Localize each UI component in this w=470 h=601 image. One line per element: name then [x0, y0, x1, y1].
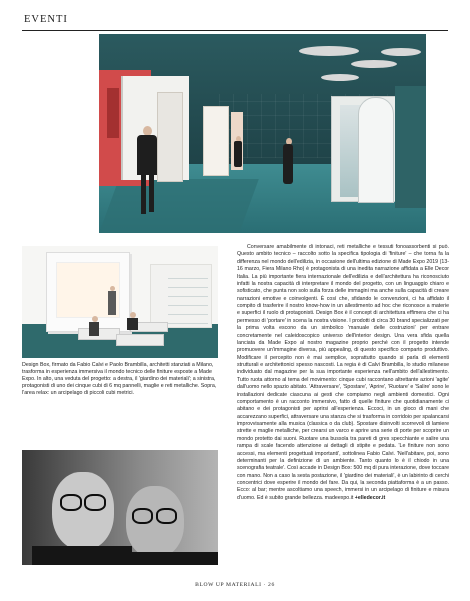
hero-right-structure: [331, 96, 397, 202]
hero-ceiling-cloud: [299, 46, 359, 56]
article-body: [237, 244, 449, 502]
hero-ceiling-cloud: [351, 60, 397, 68]
hero-ceiling-cloud: [381, 48, 421, 56]
photo-bench: [78, 328, 120, 340]
hero-person: [137, 135, 157, 175]
hero-door: [157, 92, 183, 182]
photo-person: [108, 291, 116, 315]
header-rule: [22, 30, 448, 31]
photo-shelf-slots: [168, 272, 208, 324]
photo-person: [127, 318, 138, 330]
design-box-photo: [22, 246, 218, 358]
portrait-glasses: [84, 494, 106, 511]
article-paragraph: [237, 244, 449, 502]
portrait-shirt-left: [32, 546, 132, 565]
portrait-glasses: [156, 508, 177, 524]
section-label: EVENTI: [24, 14, 68, 25]
photo-bench: [116, 334, 164, 346]
hero-person: [283, 144, 293, 184]
hero-person-leg: [141, 174, 146, 214]
hero-image: [99, 34, 426, 233]
portrait-glasses: [132, 508, 153, 524]
hero-red-panel: [107, 88, 119, 138]
article-text: Conversare amabilmente di intonaci, reti metalliche e tessuti fonoassorbenti si può. Questo ambito tecnico – raccolto sotto la specifica tipologia di 'finiture' – che torna fa la differenza nel mondo dell'edilizia, in occasione dell'ultima edizione di Made Expo 2019 (13-16 marzo, Fiera Milano Rho) è protagonista di una inedita narrazione affidata a Elle Decor Italia. La più importante fiera internazionale dell'edilizia e dell'architettura ha riconosciuto infatti la nostra capacità di interpretare il mondo del progetto, con un linguaggio chiaro e sofisticato, che punta non solo sulla forza delle immagini ma anche sulla capacità di creare narrazioni emotive e coinvolgenti. È così che, sfidando le convenzioni, ci ha affidato il compito di trasferire il nostro know-how in un allestimento ad hoc che riconosce a materie e superfici il ruolo di protagonisti. Design Box è il concept di architettura effimera che ci ha permesso di 'portare' in scena la nostra visione. I prodotti di circa 30 brand specializzati per la prima volta escono da un simbolico 'manuale delle costruzioni' per entrare concretamente nel caleidoscopico universo dell'interior design. Una vera sfida quella lanciata da Made Expo al nostro magazine proprio perché con il progetto intende promuovere un'immagine diversa, più appealing, di questo specifico comparto produttivo. Modificare il percepito non è mai semplice, soprattutto quando si parla di elementi strutturali e architettonici spesso nascosti. La regia è di Calvi Brambilla, lo studio milanese individuato dal magazine per la sua importante esperienza nell'ambito dell'allestimento. Tutto ruota attorno al tema del movimento: cinque cubi raccontano altrettante azioni 'agite' dall'uomo nello spazio abitato. 'Attraversare', 'Spostare', 'Aprire', 'Ruotare' e 'Salire' sono le installazioni dedicate ciascuna ai gesti che compiamo negli ambienti domestici. Ogni comportamento è un racconto immersivo, fatto di quelle finiture che quotidianamente ci abitano e dei protagonisti per aprirsi all'esperienza. Eccoci, in un gioco di mani che accarezzano superfici, attraversare una stanza che si trasforma in corridoio per spalancarsi improvvisamente alla musica (classica o da club). Spostare disinvolti scorrevoli di lamiere strette e maglie metalliche, per crearsi un varco e aprire una serie di porte per scoprire un mondo protetto dai suoni. Ruotare una bussola tra pareti di gres specchiante e salire una rampa di scale facendo attenzione ai dettagli di stipite e pedata. 'Le finiture non sono accessi, ma elementi progettuali importanti', sottolinea Fabio Calvi. 'Nell'abitare, poi, sono determinanti per la definizione di un ambiente. Tanto quanto lo è il chiodo in una scenografia teatrale'. Così accade in Design Box: 500 mq di pura interazione, dove toccare con mano. Non a caso la sesta postazione, il 'giardino dei materiali', è un labirinto di cerchi concentrici dove esperire il mondo del fare. Da qui, la seconda piattaforma è a un passo. Ecco: al bar; mentre ascoltiamo una speech, immersi in un arcipelago di finiture e misura d'uomo. Ed è subito grande bellezza. madeexpo.it: [237, 244, 449, 501]
portrait-glasses: [60, 494, 82, 511]
designers-portrait: [22, 450, 218, 565]
hero-person: [234, 141, 242, 167]
page-footer: BLOW UP MATERIALI · 26: [195, 582, 275, 588]
photo-caption: Design Box, firmato da Fabio Calvi e Paolo Brambilla, architetti stanziati a Milano, trasforma in esperienza immersiva il mondo tecnico delle finiture esposte a Made Expo. In alto, una veduta del progetto: a destra, il 'giardino dei materiali'; a sinistra, protagonisti di uno dei cinque cubi di 6 mq pannelli, maglie e reti metalliche. Sopra, l'area relax: un arcipelago di piccoli cubi metrici.: [22, 362, 217, 397]
hero-floor-stripe: [99, 179, 259, 233]
article-link[interactable]: +elledecor.it: [354, 494, 386, 501]
hero-person-leg: [149, 174, 154, 212]
hero-center-panel: [203, 106, 229, 176]
portrait-shirt-right: [120, 552, 218, 565]
hero-ceiling-cloud: [321, 74, 359, 81]
hero-arch: [358, 97, 394, 203]
portrait-face-left: [52, 472, 114, 550]
hero-right-wall: [395, 86, 426, 208]
photo-person: [89, 322, 99, 336]
